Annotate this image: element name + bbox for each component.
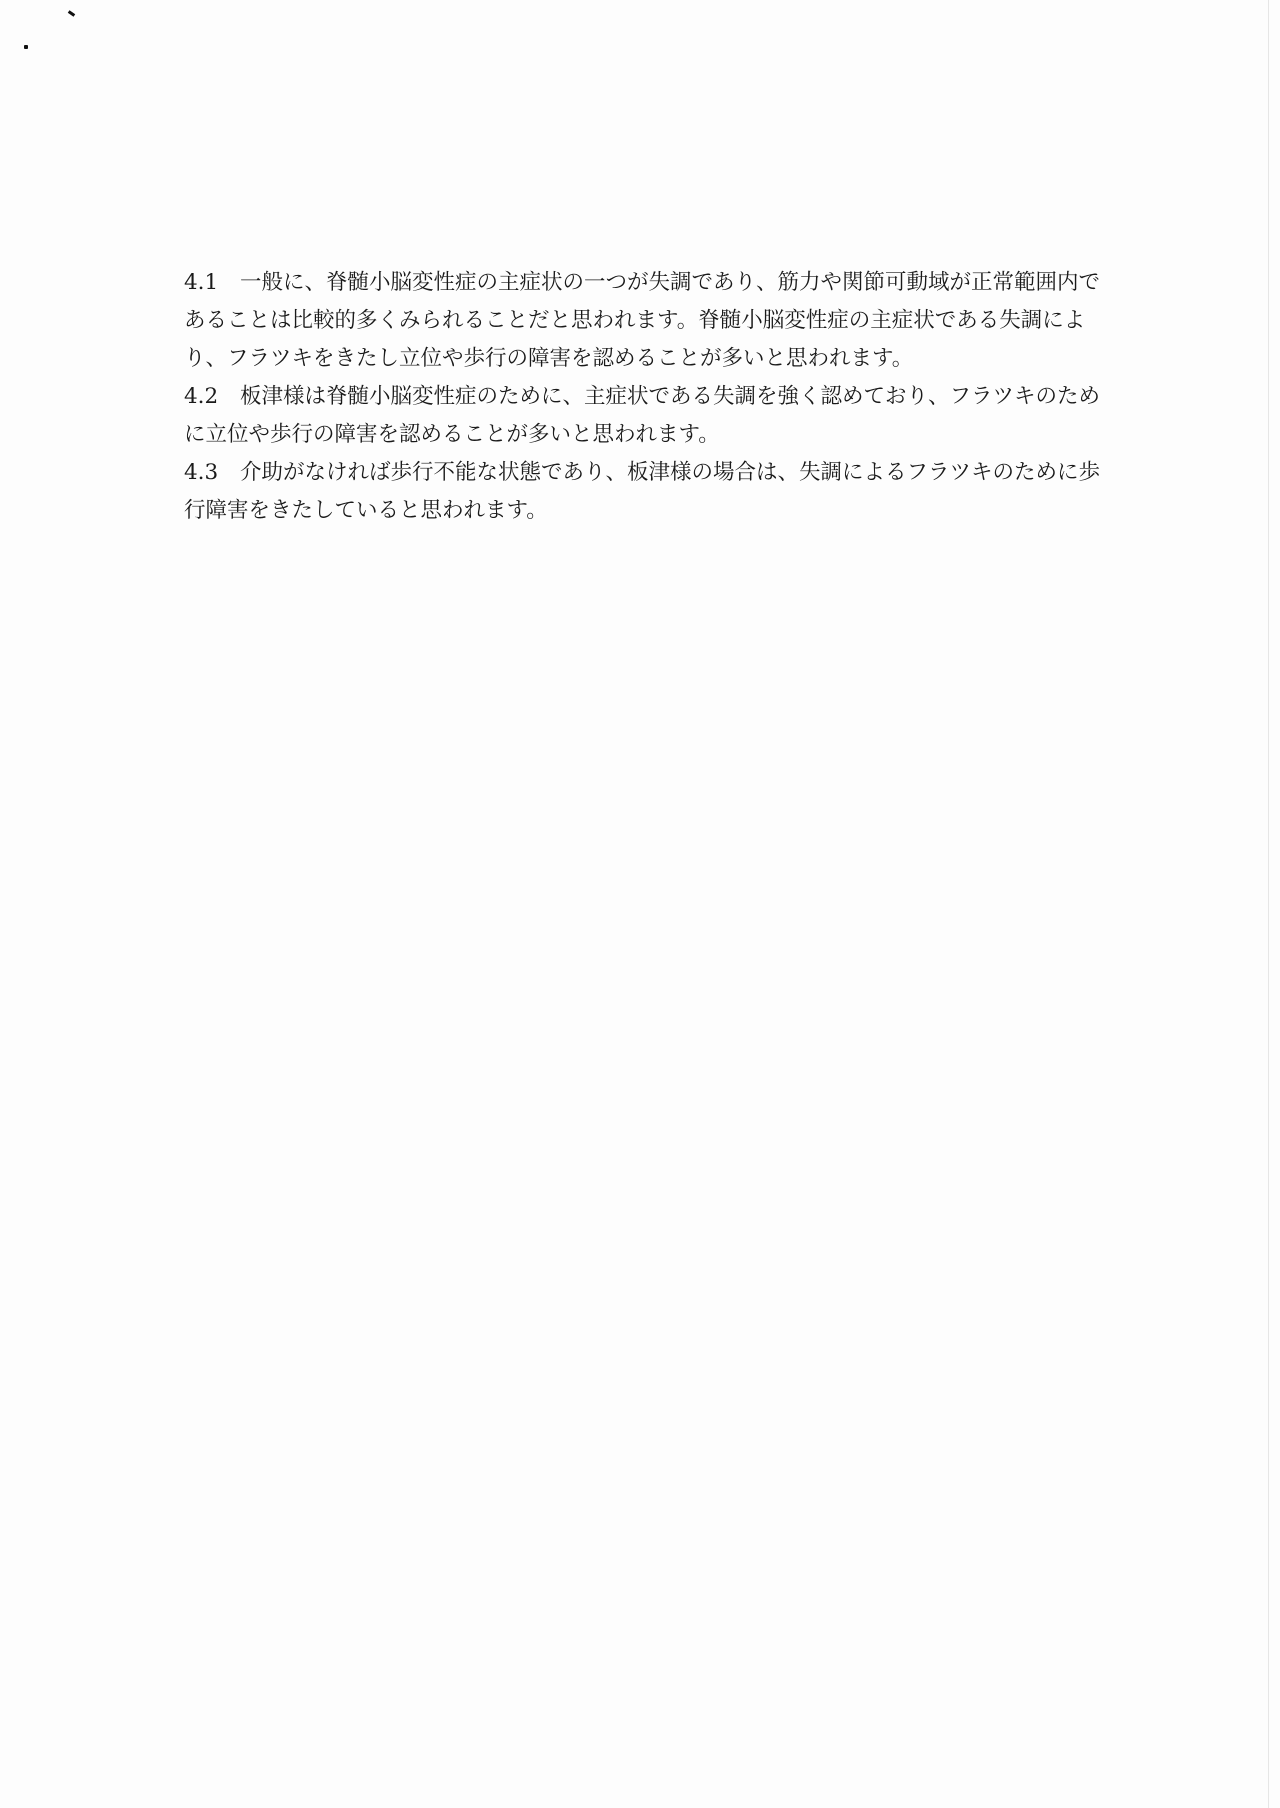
scan-mark: [68, 10, 75, 16]
paragraph-number: 4.3: [184, 460, 219, 485]
paragraph-text: 介助がなければ歩行不能な状態であり、板津様の場合は、失調によるフラツキのために歩行障害をきたしていると思われます。: [184, 460, 1101, 523]
paragraph-number: 4.2: [184, 384, 219, 409]
page-edge: [1268, 0, 1269, 1808]
paragraph-4-3: [184, 454, 1114, 530]
paragraph-text: 一般に、脊髄小脳変性症の主症状の一つが失調であり、筋力や関節可動域が正常範囲内であることは比較的多くみられることだと思われます。脊髄小脳変性症の主症状である失調により、フラツキをきたし立位や歩行の障害を認めることが多いと思われます。: [184, 270, 1101, 371]
scan-mark: [24, 45, 28, 49]
paragraph-4-1: [184, 264, 1114, 378]
paragraph-number: 4.1: [184, 270, 219, 295]
document-body: [184, 264, 1114, 530]
paragraph-4-2: [184, 378, 1114, 454]
paragraph-text: 板津様は脊髄小脳変性症のために、主症状である失調を強く認めており、フラツキのために立位や歩行の障害を認めることが多いと思われます。: [184, 384, 1101, 447]
